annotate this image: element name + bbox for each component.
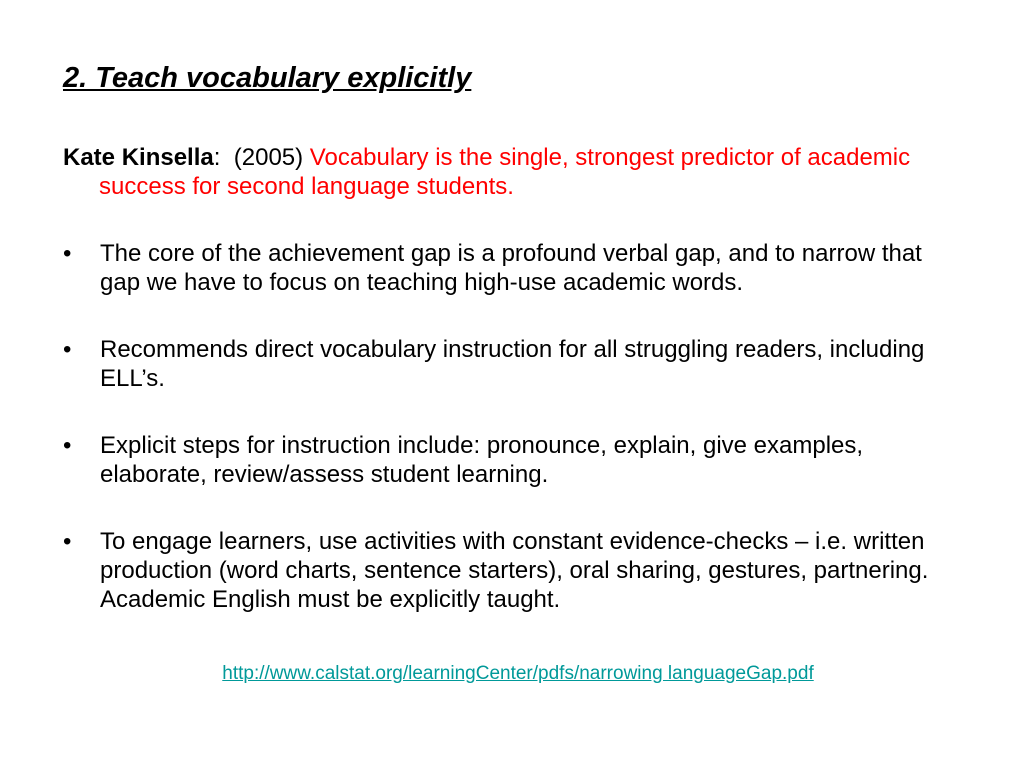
bullet-item (63, 431, 963, 489)
bullet-item (63, 527, 963, 614)
bullet-list (63, 239, 963, 652)
slide-title: 2. Teach vocabulary explicitly (63, 62, 472, 94)
bullet-item (63, 239, 963, 297)
bullet-item (63, 335, 963, 393)
bullet-marker: • (63, 240, 72, 267)
bullet-text: Explicit steps for instruction include: pronounce, explain, give examples, elaborate, review/assess student learning. (100, 432, 864, 488)
citation-quote: Vocabulary is the single, strongest predictor of academic success for second language students. (99, 144, 911, 200)
bullet-text: Recommends direct vocabulary instruction for all struggling readers, including ELL’s. (100, 336, 925, 392)
bullet-text: The core of the achievement gap is a profound verbal gap, and to narrow that gap we have to focus on teaching high-use academic words. (100, 240, 922, 296)
citation-year: (2005) (233, 144, 304, 171)
citation-separator: : (213, 144, 221, 171)
bullet-marker: • (63, 528, 72, 555)
bullet-marker: • (63, 336, 72, 363)
bullet-marker: • (63, 432, 72, 459)
citation (63, 143, 999, 201)
bullet-text: To engage learners, use activities with constant evidence-checks – i.e. written production (word charts, sentence starters), oral sharing, gestures, partnering. Academic English must be explicitly taught. (100, 528, 929, 613)
citation-author: Kate Kinsella (63, 144, 214, 171)
source-link[interactable]: http://www.calstat.org/learningCenter/pdfs/narrowing languageGap.pdf (222, 663, 814, 684)
